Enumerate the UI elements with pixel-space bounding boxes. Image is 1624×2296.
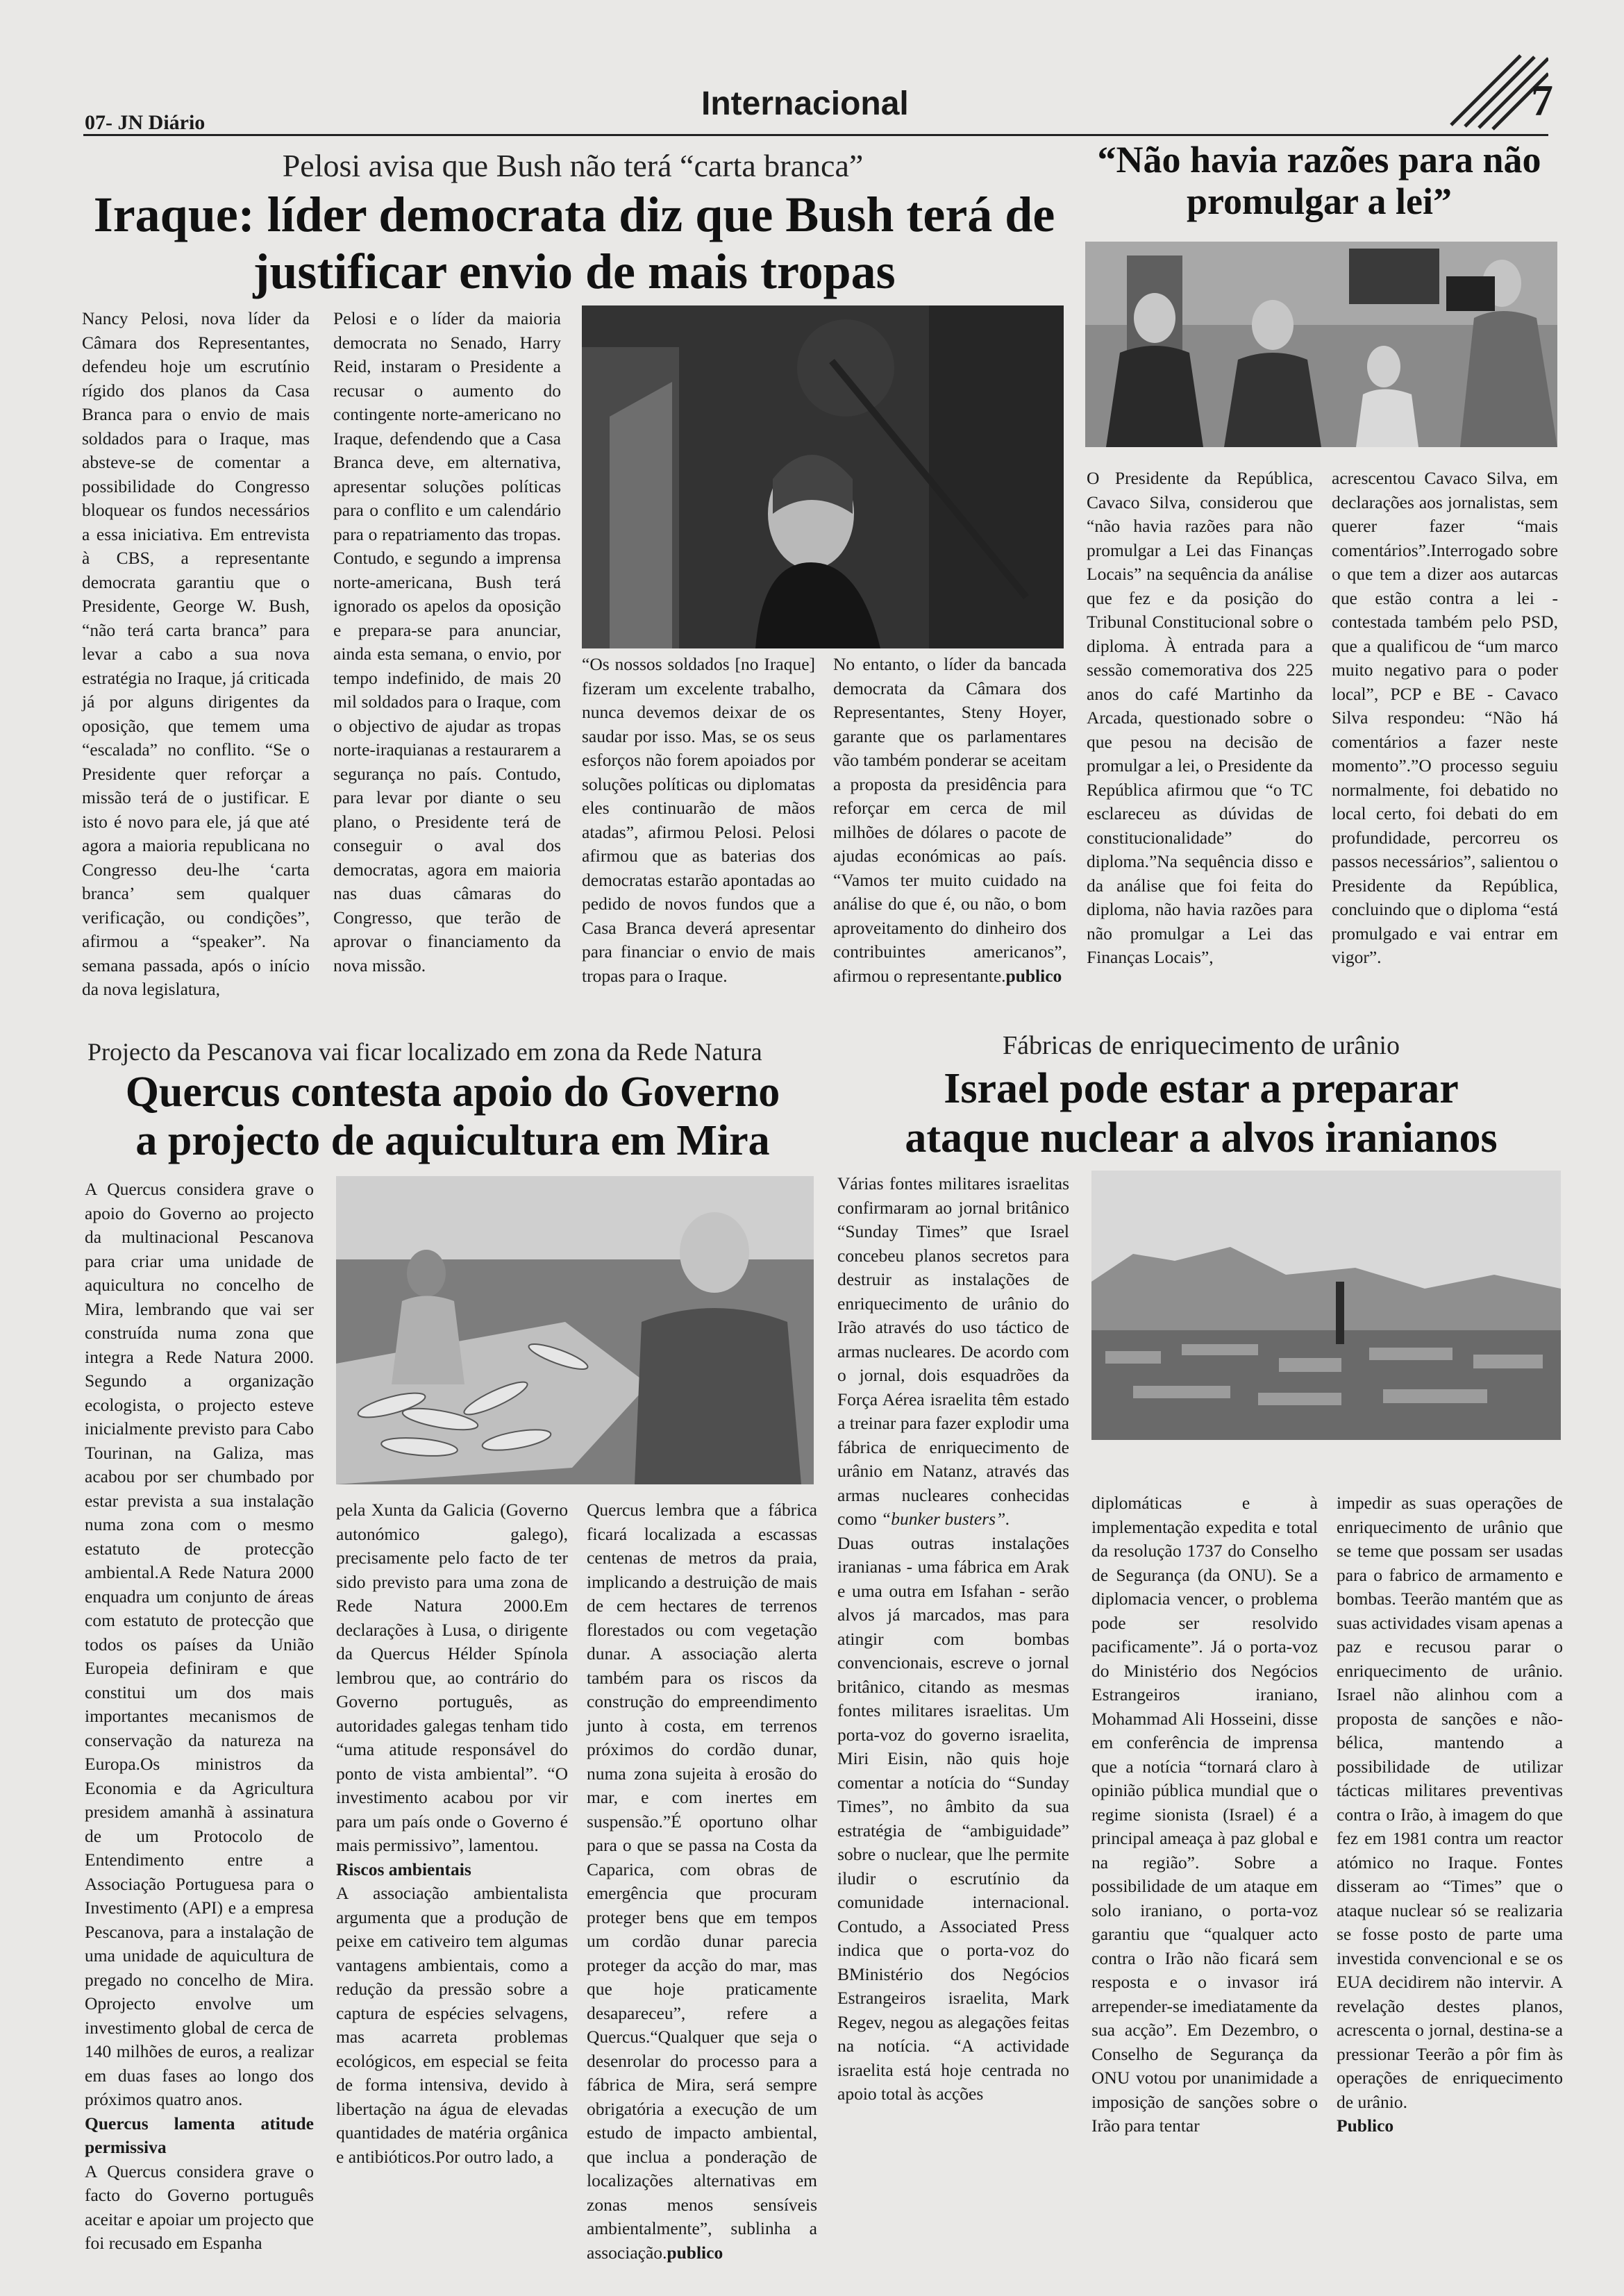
article1-kicker: Pelosi avisa que Bush não terá “carta branca” [282, 148, 864, 183]
article1-title-line1: Iraque: líder democrata diz que Bush terá de [93, 187, 1055, 242]
article3-col1: A Quercus considera grave o apoio do Governo ao projecto da multinacional Pescanova para criar uma unidade de aquicultura no concelho de Mira, lembrando que vai ser construída numa zona que integra a Rede Natura 2000. Segundo a organização ecologista, o projecto esteve inicialmente previsto para Cabo Tourinan, na Galiza, mas acabou por ser chumbado por estar prevista a sua instalação numa zona com o mesmo estatuto de protecção ambiental.A Rede Natura 2000 enquadra um conjunto de áreas com estatuto de protecção que todos os países da União Europeia definiram e que constitui um dos mais importantes mecanismos de conservação da natureza na Europa.Os ministros da Economia e da Agricultura presidem amanhã à assinatura de um Protocolo de Entendimento entre a Associação Portuguesa para o Investimento (API) e a empresa Pescanova, para a instalação de uma unidade de aquicultura de pregado no concelho de Mira. Oprojecto envolve um investimento global de cerca de 140 milhões de euros, a realizar em duas fases ao longo dos próximos quatro anos. Quercus lamenta atitude permissiva A Quercus considera grave o facto do Governo português aceitar e apoiar um projecto que foi recusado em Espanha [85, 1179, 314, 2253]
header-rule [83, 134, 1548, 136]
article3-subhead1: Quercus lamenta atitude permissiva [85, 2113, 314, 2157]
cavaco-photo [1085, 242, 1557, 447]
article1-col1: Nancy Pelosi, nova líder da Câmara dos Representantes, defendeu hoje um escrutínio rígido dos planos da Casa Branca para o envio de mais soldados para o Iraque, mas absteve-se de comentar a possibilidade do Congresso bloquear os fundos necessários a essa iniciativa. Em entrevista à CBS, a representante democrata garantiu que o Presidente, George W. Bush, “não terá carta branca” para levar a cabo a sua nova estratégia no Iraque, já criticada já por alguns dirigentes da oposição, que temem uma “escalada” no conflito. “Se o Presidente quer reforçar a missão terá de o justificar. E isto é novo para ele, já que até agora a maioria republicana no Congresso deu-lhe ‘carta branca’ sem qualquer verificação, ou condições”, afirmou a “speaker”. Na semana passada, após o início da nova legislatura, [82, 308, 310, 999]
article2-col2: acrescentou Cavaco Silva, em declarações aos jornalistas, sem querer fazer “mais comentários”.Interrogado sobre o que tem a dizer aos autarcas que estão contra a lei - contestada também pelo PSD, que a qualificou de “um marco muito negativo para o poder local”, PCP e BE - Cavaco Silva respondeu: “Não há comentários a fazer neste momento”.”O processo seguiu normalmente, foi debatido no local certo, foi debati do em profundidade, percorreu os passos necessários”, salientou o Presidente da República, concluindo que o diploma “está promulgado e vai entrar em vigor”. [1332, 468, 1558, 967]
article4-title-line2: ataque nuclear a alvos iranianos [905, 1114, 1498, 1162]
article4-kicker: Fábricas de enriquecimento de urânio [1003, 1031, 1400, 1060]
article3-source: publico [667, 2242, 723, 2263]
article4-col2: diplomáticas e à implementação expedita e total da resolução 1737 do Conselho de Segurança (da ONU). Se a diplomacia vencer, o problema pode ser resolvido pacificamente”. Já o porta-voz do Ministério dos Negócios Estrangeiros iraniano, Mohammad Ali Hosseini, disse em conferência de imprensa que a notícia “tornará claro à opinião pública mundial que o regime sionista (Israel) é a principal ameaça à paz global e na região”. Sobre a possibilidade de um ataque em solo iraniano, o porta-voz garantiu que “qualquer acto contra o Irão não ficará sem resposta e o invasor irá arrepender-se imediatamente da sua acção”. Em Dezembro, o Conselho de Segurança da ONU votou por unanimidade a imposição de sanções sobre o Irão para tentar [1091, 1493, 1318, 2136]
article1-col2: Pelosi e o líder da maioria democrata no Senado, Harry Reid, instaram o Presidente a recusar o aumento do contingente norte-americano no Iraque, defendendo que a Casa Branca deve, em alternativa, apresentar soluções políticas para o conflito e um calendário para o repatriamento das tropas. Contudo, e segundo a imprensa norte-americana, Bush terá ignorado os apelos da oposição e prepara-se para anunciar, ainda esta semana, o envio, por tempo indefinido, de mais 20 mil soldados para o Iraque, com o objectivo de ajudar as tropas norte-iraquianas a restaurarem a segurança no país. Contudo, para levar por diante o seu plano, o Presidente terá de conseguir o aval dos democratas, agora em maioria nas duas câmaras do Congresso, que terão de aprovar o financiamento da nova missão. [333, 308, 561, 975]
article3-col3: Quercus lembra que a fábrica ficará localizada a escassas centenas de metros da praia, implicando a destruição de mais de cem hectares de terrenos florestados ou com vegetação dunar. A associação alerta também para os riscos da construção do empreendimento junto à costa, em terrenos próximos do cordão dunar, numa zona sujeita à erosão do mar, e com inertes em suspensão.”É oportuno olhar para o que se passa na Costa da Caparica, com obras de emergência que procuram proteger bens que em tempos um cordão dunar parecia proteger da acção do mar, mas que hoje praticamente desapareceu”, refere a Quercus.“Qualquer que seja o desenrolar do processo para a fábrica de Mira, será sempre obrigatória a execução de um estudo de impacto ambiental, que inclua a ponderação de localizações alternativas em zonas menos sensíveis ambientalmente”, sublinha a associação.publico [587, 1500, 817, 2263]
article3-kicker: Projecto da Pescanova vai ficar localizado em zona da Rede Natura [87, 1038, 762, 1066]
pelosi-photo [582, 305, 1064, 648]
article2-title-line1: “Não havia razões para não [1097, 139, 1541, 181]
article3-title-line2: a projecto de aquicultura em Mira [135, 1117, 770, 1164]
article3-title-line1: Quercus contesta apoio do Governo [125, 1069, 780, 1116]
article4-col3: impedir as suas operações de enriquecimento de urânio que se teme que possam ser usadas para o fabrico de armamento e bombas. Teerão mantém que as suas actividades visam apenas a paz e recusou parar o enriquecimento de urânio. Israel não alinhou com a proposta de sanções e não-bélica, mantendo a possibilidade de utilizar tácticas militares preventivas contra o Irão, à imagem do que fez em 1981 contra um reactor atómico no Iraque. Fontes disseram ao “Times” que o ataque nuclear só se realizaria se fosse posto de parte uma investida convencional e se os EUA decidirem não intervir. A revelação destes planos, acrescenta o jornal, destina-se a pressionar Teerão a pôr fim às operações de enriquecimento de urânio. Publico [1337, 1493, 1563, 2136]
article1-title-line2: justificar envio de mais tropas [253, 244, 896, 299]
article1-col4: No entanto, o líder da bancada democrata da Câmara dos Representantes, Steny Hoyer, garante que os parlamentares vão também ponderar se aceitam a proposta da presidência para reforçar em cerca de mil milhões de dólares o pacote de ajudas económicas ao país. “Vamos ter muito cuidado na análise do que é, ou não, o bom aproveitamento do dinheiro dos contribuintes americanos”, afirmou o representante.publico [833, 654, 1066, 986]
article2-title-line2: promulgar a lei” [1186, 181, 1452, 222]
article2-col1: O Presidente da República, Cavaco Silva, considerou que “não havia razões para não promulgar a Lei das Finanças Locais” na sequência da análise que fez e da posição do Tribunal Constitucional sobre o diploma. À entrada para a sessão comemorativa dos 225 anos do café Martinho da Arcada, questionado sobre o que pesou na decisão de promulgar a lei, o Presidente da República afirmou que “o TC esclareceu as dúvidas de constitucionalidade” do diploma.”Na sequência disso e da análise que foi feita do diploma, não havia razões para não promulgar a Lei das Finanças Locais”, [1087, 468, 1313, 967]
article3-subhead2: Riscos ambientais [336, 1859, 471, 1879]
page-header-left: 07- JN Diário [85, 111, 206, 134]
fish-market-photo [336, 1176, 814, 1484]
article3-col2: pela Xunta da Galicia (Governo autonómico galego), precisamente pelo facto de ter sido previsto para uma zona de Rede Natura 2000.Em declarações à Lusa, o dirigente da Quercus Hélder Spínola lembrou que, ao contrário do Governo português, as autoridades galegas tenham tido “uma atitude responsável do ponto de vista ambiental”. “O investimento acabou por vir para um país onde o Governo é mais permissivo”, lamentou. Riscos ambientais A associação ambientalista argumenta que a produção de peixe em cativeiro tem algumas vantagens ambientais, como a redução da pressão sobre a captura de espécies selvagens, mas acarreta problemas ecológicos, em especial se feita de forma intensiva, devido à libertação na água de elevadas quantidades de matéria orgânica e antibióticos.Por outro lado, a [336, 1500, 568, 2167]
article1-col3: “Os nossos soldados [no Iraque] fizeram um excelente trabalho, nunca devemos deixar de os saudar por isso. Mas, se os seus esforços não forem apoiados por soluções políticas ou diplomatas eles continuarão de mãos atadas”, afirmou Pelosi. Pelosi afirmou que as baterias dos democratas estarão apontadas ao pedido de novos fundos que a Casa Branca deverá apresentar para financiar o envio de mais tropas para o Iraque. [582, 654, 815, 986]
section-title: Internacional [701, 85, 909, 122]
page-number: 7 [1531, 76, 1553, 125]
iran-facility-photo [1091, 1171, 1561, 1440]
article4-source: Publico [1337, 2115, 1394, 2136]
article4-col1: Várias fontes militares israelitas confirmaram ao jornal britânico “Sunday Times” que Israel concebeu planos secretos para destruir as instalações de enriquecimento de urânio do Irão através do uso táctico de armas nucleares. De acordo com o jornal, dois esquadrões da Força Aérea israelita têm estado a treinar para fazer explodir uma fábrica de enriquecimento de urânio em Natanz, através das armas nucleares conhecidas como “bunker busters”. Duas outras instalações iranianas - uma fábrica em Arak e uma outra em Isfahan - serão alvos já marcados, mas para atingir com bombas convencionais, escreve o jornal britânico, citando as mesmas fontes militares israelitas. Um porta-voz do governo israelita, Miri Eisin, não quis hoje comentar a notícia do “Sunday Times”, no âmbito da sua estratégia de “ambiguidade” sobre o nuclear, que lhe permite iludir o escrutínio da comunidade internacional. Contudo, a Associated Press indica que o porta-voz do BMinistério dos Negócios Estrangeiros israelita, Mark Regev, negou as alegações feitas na notícia. “A actividade israelita está hoje centrada no apoio total às acções [837, 1173, 1069, 2104]
article4-title-line1: Israel pode estar a preparar [944, 1065, 1459, 1112]
article1-source: publico [1005, 965, 1062, 986]
